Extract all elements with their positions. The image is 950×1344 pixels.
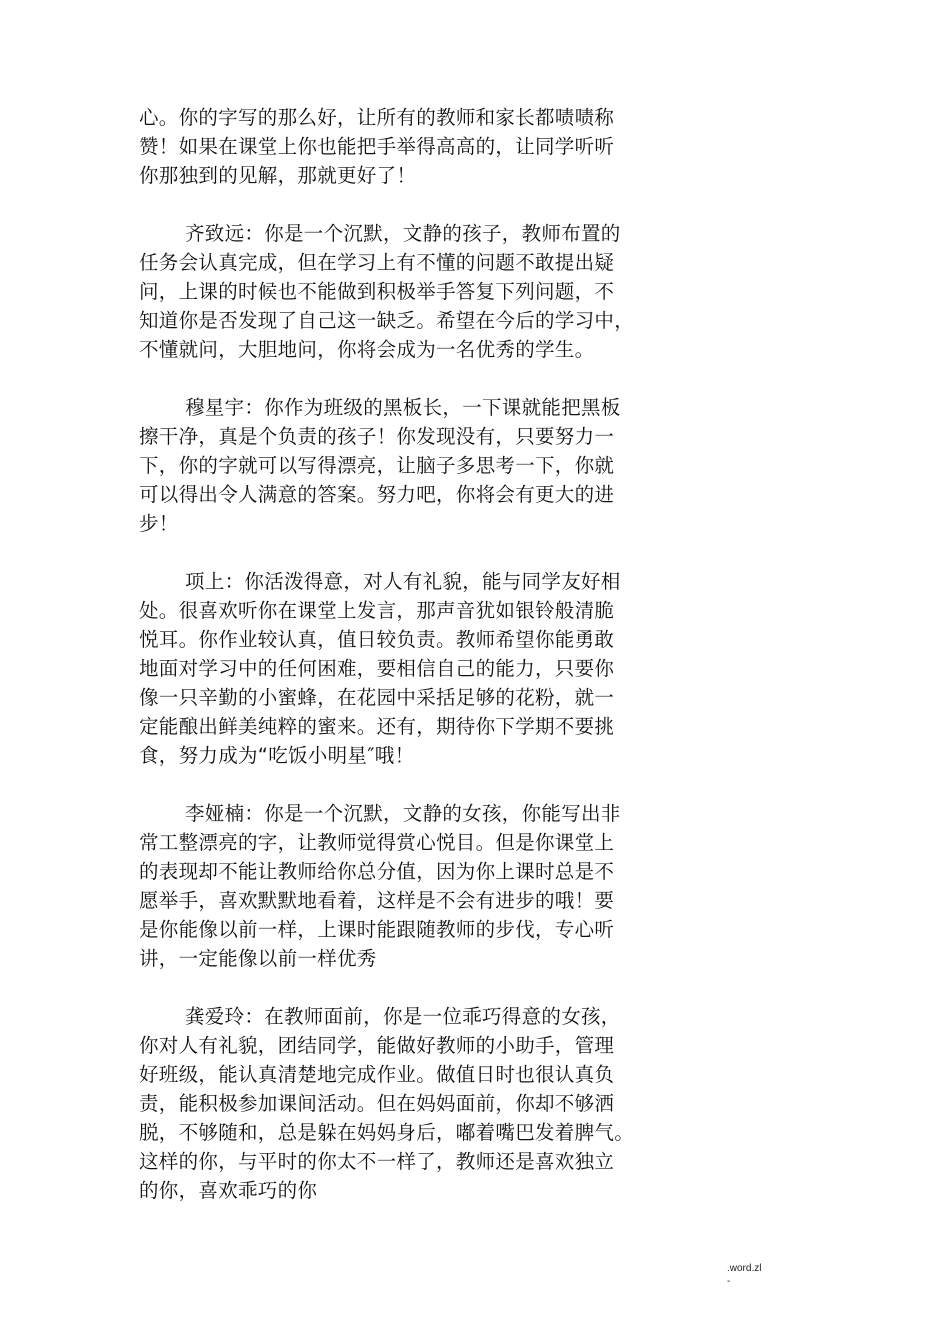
text-line: 知道你是否发现了自己这一缺乏。希望在今后的学习中， [139, 309, 635, 332]
text-line: 讲，一定能像以前一样优秀 [139, 947, 377, 970]
text-line: 好班级，能认真清楚地完成作业。做值日时也很认真负 [139, 1063, 615, 1086]
paragraph-xiang-shang [139, 567, 679, 770]
text-line: 脱，不够随和，总是躲在妈妈身后，嘟着嘴巴发着脾气。 [139, 1121, 635, 1144]
text-line: 下，你的字就可以写得漂亮，让脑子多思考一下，你就 [139, 454, 615, 477]
paragraph-qi-zhiyuan [139, 219, 679, 364]
text-line: 你对人有礼貌，团结同学，能做好教师的小助手，管理 [139, 1034, 615, 1057]
text-line: 这样的你，与平时的你太不一样了，教师还是喜欢独立 [139, 1150, 615, 1173]
text-line: 愿举手，喜欢默默地看着，这样是不会有进步的哦！要 [139, 889, 615, 912]
text-line: 问，上课的时候也不能做到积极举手答复下列问题，不 [139, 280, 615, 303]
text-line: 项上：你活泼得意，对人有礼貌，能与同学友好相 [185, 570, 621, 593]
text-line: 的你，喜欢乖巧的你 [139, 1179, 318, 1202]
text-line: 可以得出令人满意的答案。努力吧，你将会有更大的进 [139, 483, 615, 506]
text-line: 李娅楠：你是一个沉默，文静的女孩，你能写出非 [185, 802, 621, 825]
text-line: 处。很喜欢听你在课堂上发言，那声音犹如银铃般清脆 [139, 599, 615, 622]
text-line: 心。你的字写的那么好，让所有的教师和家长都啧啧称 [139, 106, 615, 129]
text-line: 龚爱玲：在教师面前，你是一位乖巧得意的女孩， [185, 1005, 621, 1028]
paragraph-mu-xingyu [139, 393, 679, 538]
text-line: 赞！如果在课堂上你也能把手举得高高的，让同学听听 [139, 135, 615, 158]
text-line: 常工整漂亮的字，让教师觉得赏心悦目。但是你课堂上 [139, 831, 615, 854]
text-line: 的表现却不能让教师给你总分值，因为你上课时总是不 [139, 860, 615, 883]
text-line: 穆星宇：你作为班级的黑板长，一下课就能把黑板 [185, 396, 621, 419]
paragraph-gong-ailing [139, 1002, 679, 1205]
document-body [139, 103, 679, 1234]
footer-text: .word.zl [727, 1263, 762, 1274]
text-line: 步！ [139, 512, 179, 535]
text-line: 像一只辛勤的小蜜蜂，在花园中采括足够的花粉，就一 [139, 686, 615, 709]
paragraph-li-yanan [139, 799, 679, 973]
footer-dash: - [727, 1276, 731, 1287]
text-line: 定能酿出鲜美纯粹的蜜来。还有，期待你下学期不要挑 [139, 715, 615, 738]
text-line: 地面对学习中的任何困难，要相信自己的能力，只要你 [139, 657, 615, 680]
text-line: 食，努力成为“吃饭小明星″哦！ [139, 744, 415, 767]
footer-watermark [727, 1262, 761, 1288]
text-line: 是你能像以前一样，上课时能跟随教师的步伐，专心听 [139, 918, 615, 941]
text-line: 擦干净，真是个负责的孩子！你发现没有，只要努力一 [139, 425, 615, 448]
text-line: 责，能积极参加课间活动。但在妈妈面前，你却不够洒 [139, 1092, 615, 1115]
text-line: 任务会认真完成，但在学习上有不懂的问题不敢提出疑 [139, 251, 615, 274]
text-line: 你那独到的见解，那就更好了！ [139, 164, 417, 187]
text-line: 不懂就问，大胆地问，你将会成为一名优秀的学生。 [139, 338, 595, 361]
text-line: 齐致远：你是一个沉默，文静的孩子，教师布置的 [185, 222, 621, 245]
text-line: 悦耳。你作业较认真，值日较负责。教师希望你能勇敢 [139, 628, 615, 651]
paragraph-continuation [139, 103, 679, 190]
